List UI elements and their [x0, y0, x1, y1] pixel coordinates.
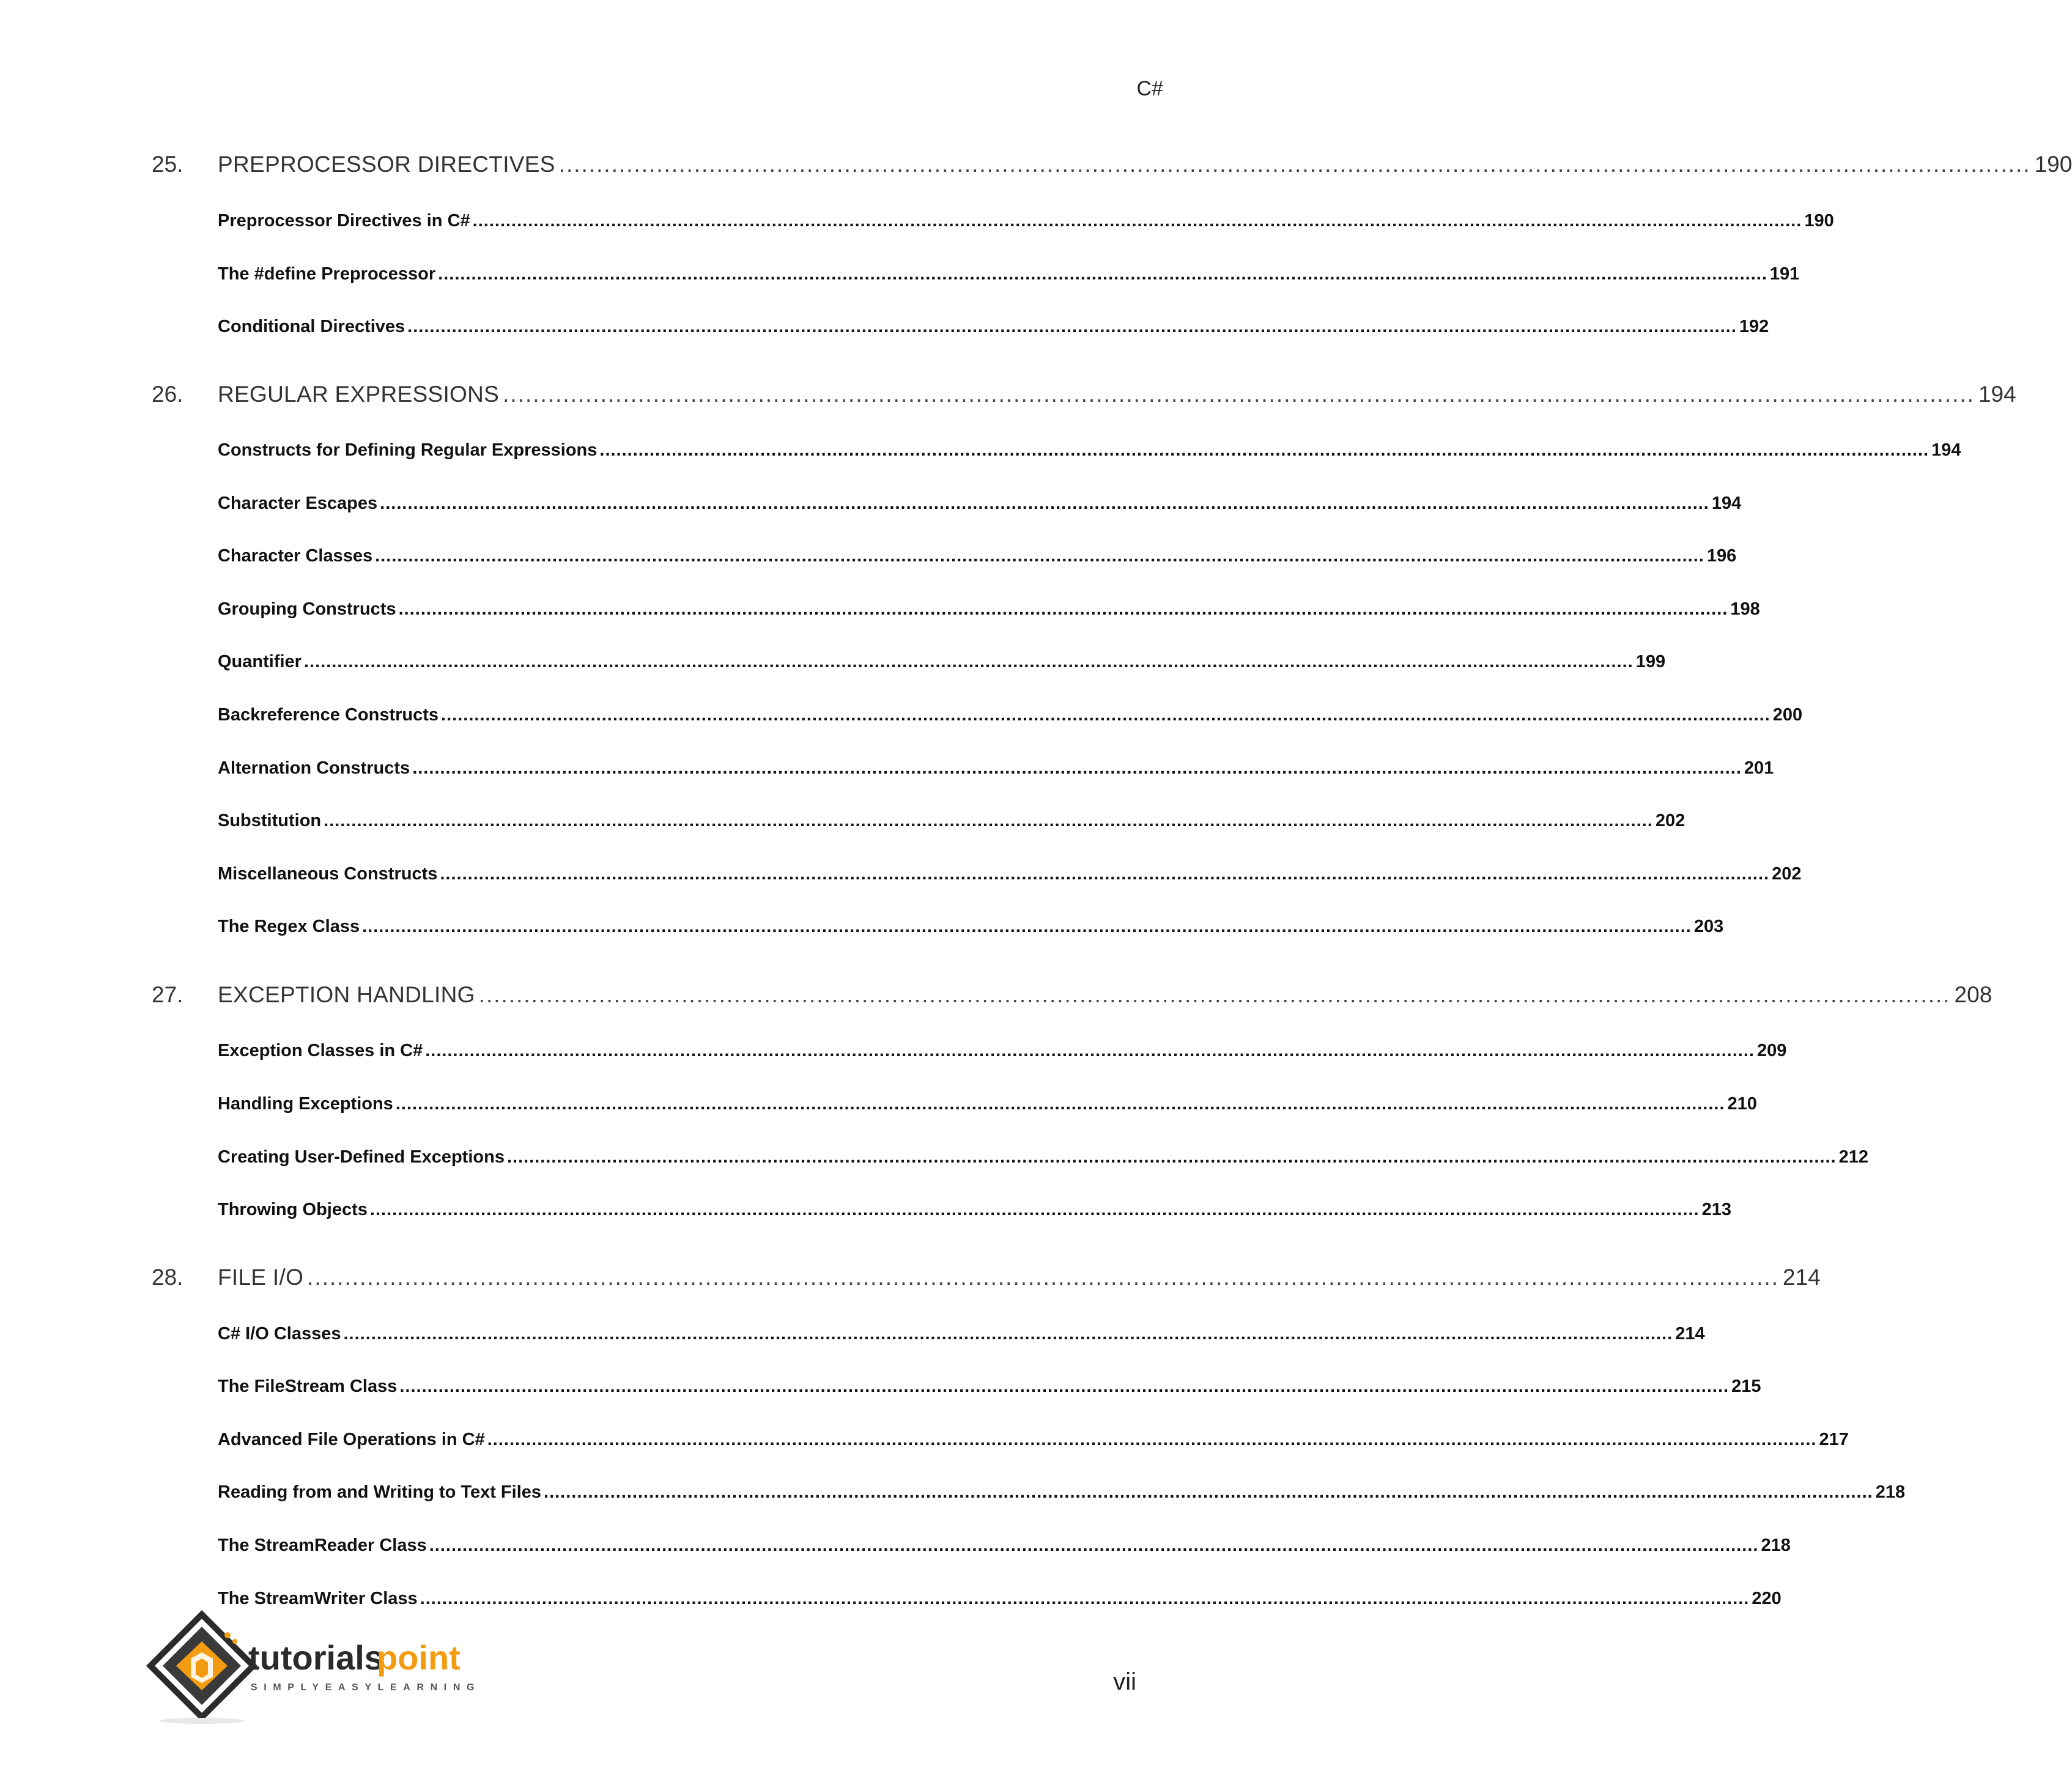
section-title: Constructs for Defining Regular Expressions	[218, 440, 598, 460]
dot-leader: ................................................................................................................................................................................................................................................	[412, 758, 1742, 778]
dot-leader: ................................................................................................................................................................................................................................................	[324, 811, 1653, 830]
chapter-number: 28.	[152, 1265, 183, 1290]
toc-chapter[interactable]	[152, 152, 2072, 182]
dot-leader: ....................................................................................................................................................................................................	[503, 382, 1975, 407]
section-page: 191	[1769, 264, 1800, 284]
dot-leader: ................................................................................................................................................................................................................................................	[420, 1589, 1750, 1608]
section-title: Throwing Objects	[218, 1200, 368, 1219]
toc-chapter[interactable]	[152, 382, 2016, 412]
section-page: 194	[1711, 494, 1742, 513]
section-title: Reading from and Writing to Text Files	[218, 1482, 542, 1502]
section-page: 218	[1875, 1482, 1906, 1502]
section-title: Quantifier	[218, 652, 302, 671]
toc-chapter[interactable]	[152, 1265, 1821, 1295]
section-page: 214	[1675, 1324, 1705, 1344]
section-page: 217	[1819, 1430, 1849, 1449]
chapter-page: 190	[2034, 152, 2072, 177]
dot-leader: ................................................................................................................................................................................................................................................	[407, 317, 1737, 336]
toc-section[interactable]	[218, 1200, 1732, 1224]
section-page: 213	[1701, 1200, 1732, 1219]
section-page: 202	[1772, 864, 1802, 884]
section-title: C# I/O Classes	[218, 1324, 341, 1344]
section-title: The StreamWriter Class	[218, 1589, 418, 1608]
dot-leader: ................................................................................................................................................................................................................................................	[441, 705, 1770, 725]
chapter-title: EXCEPTION HANDLING	[218, 982, 475, 1007]
toc-section[interactable]	[218, 546, 1737, 571]
dot-leader: ....................................................................................................................................................................................................	[478, 982, 1951, 1007]
section-page: 220	[1752, 1589, 1782, 1608]
logo-brand-first: tutorials	[248, 1638, 383, 1677]
section-title: Grouping Constructs	[218, 599, 396, 619]
section-page: 218	[1761, 1536, 1791, 1555]
section-title: Preprocessor Directives in C#	[218, 211, 470, 231]
chapter-page: 214	[1783, 1265, 1821, 1290]
section-page: 215	[1731, 1377, 1761, 1396]
section-title: Alternation Constructs	[218, 758, 410, 778]
logo-brand-second: point	[377, 1638, 461, 1677]
toc-section[interactable]	[218, 1482, 1906, 1507]
section-title: The FileStream Class	[218, 1377, 398, 1396]
chapter-number: 27.	[152, 982, 183, 1007]
section-page: 201	[1744, 758, 1774, 778]
section-title: Miscellaneous Constructs	[218, 864, 438, 884]
running-header: C#	[1136, 77, 1163, 100]
dot-leader: ................................................................................................................................................................................................................................................	[425, 1041, 1755, 1060]
section-page: 198	[1730, 599, 1760, 619]
dot-leader: ................................................................................................................................................................................................................................................	[343, 1324, 1673, 1344]
toc-section[interactable]	[218, 1430, 1849, 1454]
section-page: 196	[1706, 546, 1737, 566]
toc-section[interactable]	[218, 440, 1961, 465]
toc-section[interactable]	[218, 652, 1666, 676]
toc-section[interactable]	[218, 1147, 1869, 1172]
dot-leader: ................................................................................................................................................................................................................................................	[375, 546, 1704, 566]
chapter-page: 208	[1954, 982, 1992, 1007]
toc-section[interactable]	[218, 494, 1742, 518]
section-title: Conditional Directives	[218, 317, 405, 336]
toc-section[interactable]	[218, 1536, 1791, 1560]
section-page: 199	[1635, 652, 1666, 671]
dot-leader: ................................................................................................................................................................................................................................................	[599, 440, 1930, 460]
section-title: Backreference Constructs	[218, 705, 439, 725]
chapter-title: PREPROCESSOR DIRECTIVES	[218, 152, 555, 177]
toc-section[interactable]	[218, 264, 1800, 289]
section-page: 194	[1931, 440, 1961, 460]
section-page: 212	[1838, 1147, 1869, 1167]
section-title: Exception Classes in C#	[218, 1041, 423, 1060]
toc-section[interactable]	[218, 758, 1774, 783]
section-title: The #define Preprocessor	[218, 264, 436, 284]
toc-section[interactable]	[218, 811, 1685, 835]
section-title: Character Classes	[218, 546, 373, 566]
section-title: Substitution	[218, 811, 322, 830]
chapter-number: 26.	[152, 382, 183, 407]
section-page: 200	[1772, 705, 1803, 725]
dot-leader: ................................................................................................................................................................................................................................................	[506, 1147, 1837, 1167]
dot-leader: ................................................................................................................................................................................................................................................	[362, 917, 1692, 936]
chapter-number: 25.	[152, 152, 183, 177]
dot-leader: ................................................................................................................................................................................................................................................	[399, 1377, 1730, 1396]
dot-leader: ................................................................................................................................................................................................................................................	[438, 264, 1767, 284]
toc-section[interactable]	[218, 1377, 1761, 1401]
dot-leader: ................................................................................................................................................................................................................................................	[429, 1536, 1759, 1555]
section-title: The Regex Class	[218, 917, 360, 936]
dot-leader: ................................................................................................................................................................................................................................................	[303, 652, 1634, 671]
section-page: 192	[1739, 317, 1769, 336]
page-number: vii	[1113, 1668, 1136, 1695]
toc-section[interactable]	[218, 917, 1724, 941]
dot-leader: ................................................................................................................................................................................................................................................	[487, 1430, 1817, 1449]
section-title: The StreamReader Class	[218, 1536, 427, 1555]
dot-leader: ....................................................................................................................................................................................................	[307, 1265, 1779, 1290]
toc-section[interactable]	[218, 599, 1760, 624]
chapter-page: 194	[1978, 382, 2016, 407]
toc-section[interactable]	[218, 1589, 1782, 1613]
section-page: 202	[1655, 811, 1685, 830]
dot-leader: ................................................................................................................................................................................................................................................	[369, 1200, 1700, 1219]
section-title: Handling Exceptions	[218, 1094, 393, 1114]
section-title: Advanced File Operations in C#	[218, 1430, 485, 1449]
chapter-title: REGULAR EXPRESSIONS	[218, 382, 500, 407]
toc-chapter[interactable]	[152, 982, 1992, 1013]
toc-section[interactable]	[218, 1041, 1787, 1065]
toc-section[interactable]	[218, 211, 1834, 235]
section-page: 203	[1693, 917, 1724, 936]
section-title: Creating User-Defined Exceptions	[218, 1147, 505, 1167]
toc-section[interactable]	[218, 705, 1803, 730]
section-page: 190	[1804, 211, 1834, 231]
tutorialspoint-logo	[149, 1613, 504, 1723]
toc-section[interactable]	[218, 1324, 1705, 1348]
toc-section[interactable]	[218, 864, 1802, 889]
toc-section[interactable]	[218, 1094, 1757, 1118]
section-title: Character Escapes	[218, 494, 378, 513]
dot-leader: ................................................................................................................................................................................................................................................	[472, 211, 1802, 231]
dot-leader: ....................................................................................................................................................................................................	[558, 152, 2031, 177]
dot-leader: ................................................................................................................................................................................................................................................	[398, 599, 1728, 619]
section-page: 210	[1727, 1094, 1757, 1114]
dot-leader: ................................................................................................................................................................................................................................................	[395, 1094, 1725, 1114]
dot-leader: ................................................................................................................................................................................................................................................	[440, 864, 1770, 884]
toc-section[interactable]	[218, 317, 1769, 341]
logo-tagline: SIMPLYEASYLEARNING	[251, 1682, 481, 1693]
section-page: 209	[1756, 1041, 1787, 1060]
logo-diamond-icon	[150, 1614, 253, 1717]
chapter-title: FILE I/O	[218, 1265, 304, 1290]
dot-leader: ................................................................................................................................................................................................................................................	[380, 494, 1709, 513]
dot-leader: ................................................................................................................................................................................................................................................	[544, 1482, 1873, 1502]
